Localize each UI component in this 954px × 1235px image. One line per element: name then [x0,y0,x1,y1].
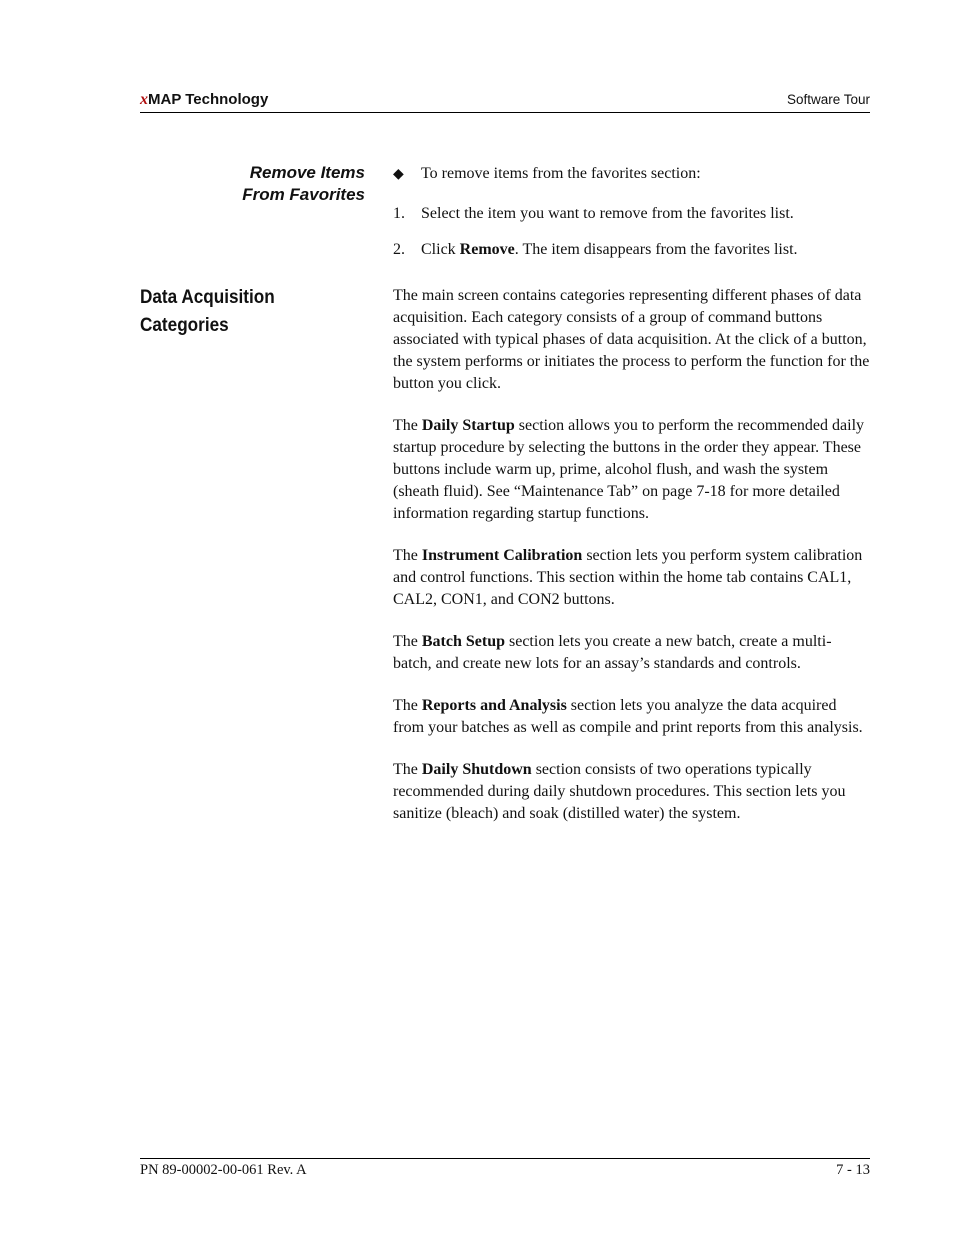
brand-name: MAP Technology [148,91,269,108]
remove-items-bullet-text: To remove items from the favorites section: [421,165,701,182]
remove-items-heading-line1: Remove Items [249,163,365,182]
daily-shutdown-term: Daily Shutdown [421,761,532,778]
data-acquisition-heading-line1: Data Acquisition [140,286,275,308]
footer-divider [140,1158,870,1159]
remove-step-1 [393,203,794,225]
footer-part-number: PN 89-00002-00-061 Rev. A [140,1162,307,1178]
data-acquisition-heading-line2: Categories [140,314,229,336]
intro-paragraph: The main screen contains categories representing different phases of data acquisition. Each category consists of a group of command buttons associated with typical phases of data acquisition. At the click of a button, the system performs or initiates the process to perform the function for the button you click. [393,287,870,392]
diamond-bullet-icon: ◆ [393,167,404,182]
daily-startup-term: Daily Startup [421,417,515,434]
header-divider [140,112,870,113]
remove-step-2 [393,239,798,261]
instrument-calibration-term: Instrument Calibration [421,547,583,564]
batch-setup-paragraph: The Batch Setup section lets you create a new batch, create a multi-batch, and create new lots for an assay’s standards and controls. [393,633,832,672]
step-text-pre: Click [421,241,460,258]
remove-items-heading-line2: From Favorites [242,185,365,204]
header-brand [140,91,268,109]
remove-items-heading [140,162,365,206]
instrument-calibration-paragraph: The Instrument Calibration section lets you perform system calibration and control functions. This section within the home tab contains CAL1, CAL2, CON1, and CON2 buttons. [393,547,863,608]
step-number: 2. [393,241,405,258]
daily-shutdown-paragraph: The Daily Shutdown section consists of two operations typically recommended during daily shutdown procedures. This section lets you sanitize (bleach) and soak (distilled water) the system. [393,761,846,822]
reports-analysis-term: Reports and Analysis [421,697,567,714]
step-text-post: . The item disappears from the favorites list. [514,241,798,258]
footer-page-number: 7 - 13 [836,1162,870,1178]
step-text-bold: Remove [459,241,515,258]
header-section-title: Software Tour [786,92,870,107]
brand-prefix: x [140,91,148,108]
data-acquisition-heading [140,283,351,339]
reports-analysis-paragraph: The Reports and Analysis section lets you analyze the data acquired from your batches as well as compile and print reports from this analysis. [393,697,863,736]
batch-setup-term: Batch Setup [421,633,505,650]
data-acquisition-body [393,285,870,845]
remove-items-bullet [393,163,701,186]
step-number: 1. [393,205,405,222]
daily-startup-paragraph: The Daily Startup section allows you to perform the recommended daily startup procedure by selecting the buttons in the order they appear. These buttons include warm up, prime, alcohol flush, and wash the system (sheath fluid). See “Maintenance Tab” on page 7-18 for more detailed information regarding startup functions. [393,417,865,522]
step-text: Select the item you want to remove from the favorites list. [421,205,794,222]
